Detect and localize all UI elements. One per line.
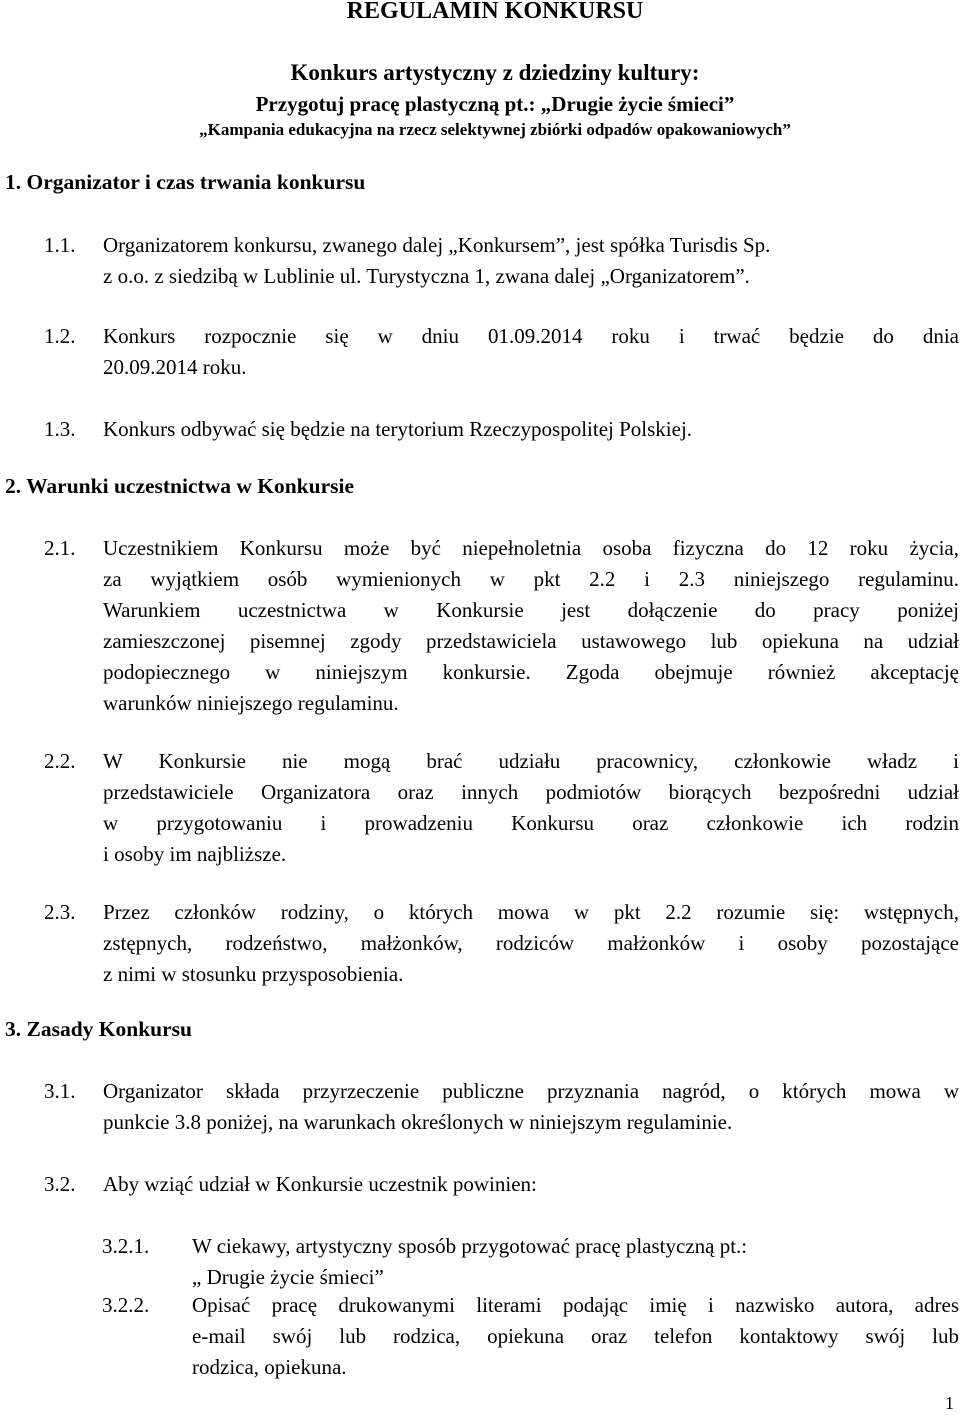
clause-number: 1.3.: [44, 417, 76, 441]
contest-type: Konkurs artystyczny z dziedziny kultury:: [290, 60, 700, 85]
document-title: REGULAMIN KONKURSU: [346, 0, 644, 24]
clause-text: Konkurs rozpocznie się w dniu 01.09.2014 roku i trwać będzie do dnia 20.09.2014 roku.: [103, 324, 959, 379]
clause-text: W Konkursie nie mogą brać udziału pracownicy, członkowie władz i przedstawiciele Organizatora oraz innych podmiotów biorących bezpośredni udział w przygotowaniu i prowadzeniu Konkursu oraz członkowie ich rodzin i osoby im najbliższe.: [103, 749, 959, 866]
clause-text: Opisać pracę drukowanymi literami podając imię i nazwisko autora, adres e-mail swój lub rodzica, opiekuna oraz telefon kontaktowy swój lub rodzica, opiekuna.: [192, 1293, 959, 1379]
clause-number: 2.1.: [44, 536, 76, 560]
campaign-name: „Kampania edukacyjna na rzecz selektywnej zbiórki odpadów opakowaniowych”: [199, 120, 791, 139]
clause-number: 1.1.: [44, 233, 76, 257]
clause-text: W ciekawy, artystyczny sposób przygotować pracę plastyczną pt.: „ Drugie życie śmieci”: [192, 1234, 748, 1289]
clause-number: 2.2.: [44, 749, 76, 773]
clause-number: 3.1.: [44, 1079, 76, 1103]
clause-number: 3.2.2.: [102, 1293, 150, 1317]
page-number: 1: [945, 1393, 954, 1413]
clause-number: 3.2.: [44, 1172, 76, 1196]
clause-text: Aby wziąć udział w Konkursie uczestnik powinien:: [103, 1172, 537, 1196]
contest-name: Przygotuj pracę plastyczną pt.: „Drugie życie śmieci”: [255, 92, 735, 116]
section-heading-2: 2. Warunki uczestnictwa w Konkursie: [5, 474, 355, 498]
clause-number: 3.2.1.: [102, 1234, 150, 1258]
clause-text: Przez członków rodziny, o których mowa w pkt 2.2 rozumie się: wstępnych, zstępnych, rodzeństwo, małżonków, rodziców małżonków i osoby pozostające z nimi w stosunku przysposobienia.: [103, 900, 959, 986]
clause-text: Uczestnikiem Konkursu może być niepełnoletnia osoba fizyczna do 12 roku życia, za wyjątkiem osób wymienionych w pkt 2.2 i 2.3 niniejszego regulaminu. Warunkiem uczestnictwa w Konkursie jest dołączenie do pracy poniżej zamieszczonej pisemnej zgody przedstawiciela ustawowego lub opiekuna na udział podopiecznego w niniejszym konkursie. Zgoda obejmuje również akceptację warunków niniejszego regulaminu.: [103, 536, 959, 715]
clause-text: Organizator składa przyrzeczenie publiczne przyznania nagród, o których mowa w punkcie 3.8 poniżej, na warunkach określonych w niniejszym regulaminie.: [103, 1079, 959, 1134]
clause-number: 2.3.: [44, 900, 76, 924]
section-heading-3: 3. Zasady Konkursu: [5, 1017, 193, 1041]
section-heading-1: 1. Organizator i czas trwania konkursu: [5, 170, 366, 194]
clause-text: Konkurs odbywać się będzie na terytorium Rzeczypospolitej Polskiej.: [103, 417, 693, 441]
clause-text: Organizatorem konkursu, zwanego dalej „Konkursem”, jest spółka Turisdis Sp. z o.o. z siedzibą w Lublinie ul. Turystyczna 1, zwana dalej „Organizatorem”.: [103, 233, 771, 288]
clause-number: 1.2.: [44, 324, 76, 348]
